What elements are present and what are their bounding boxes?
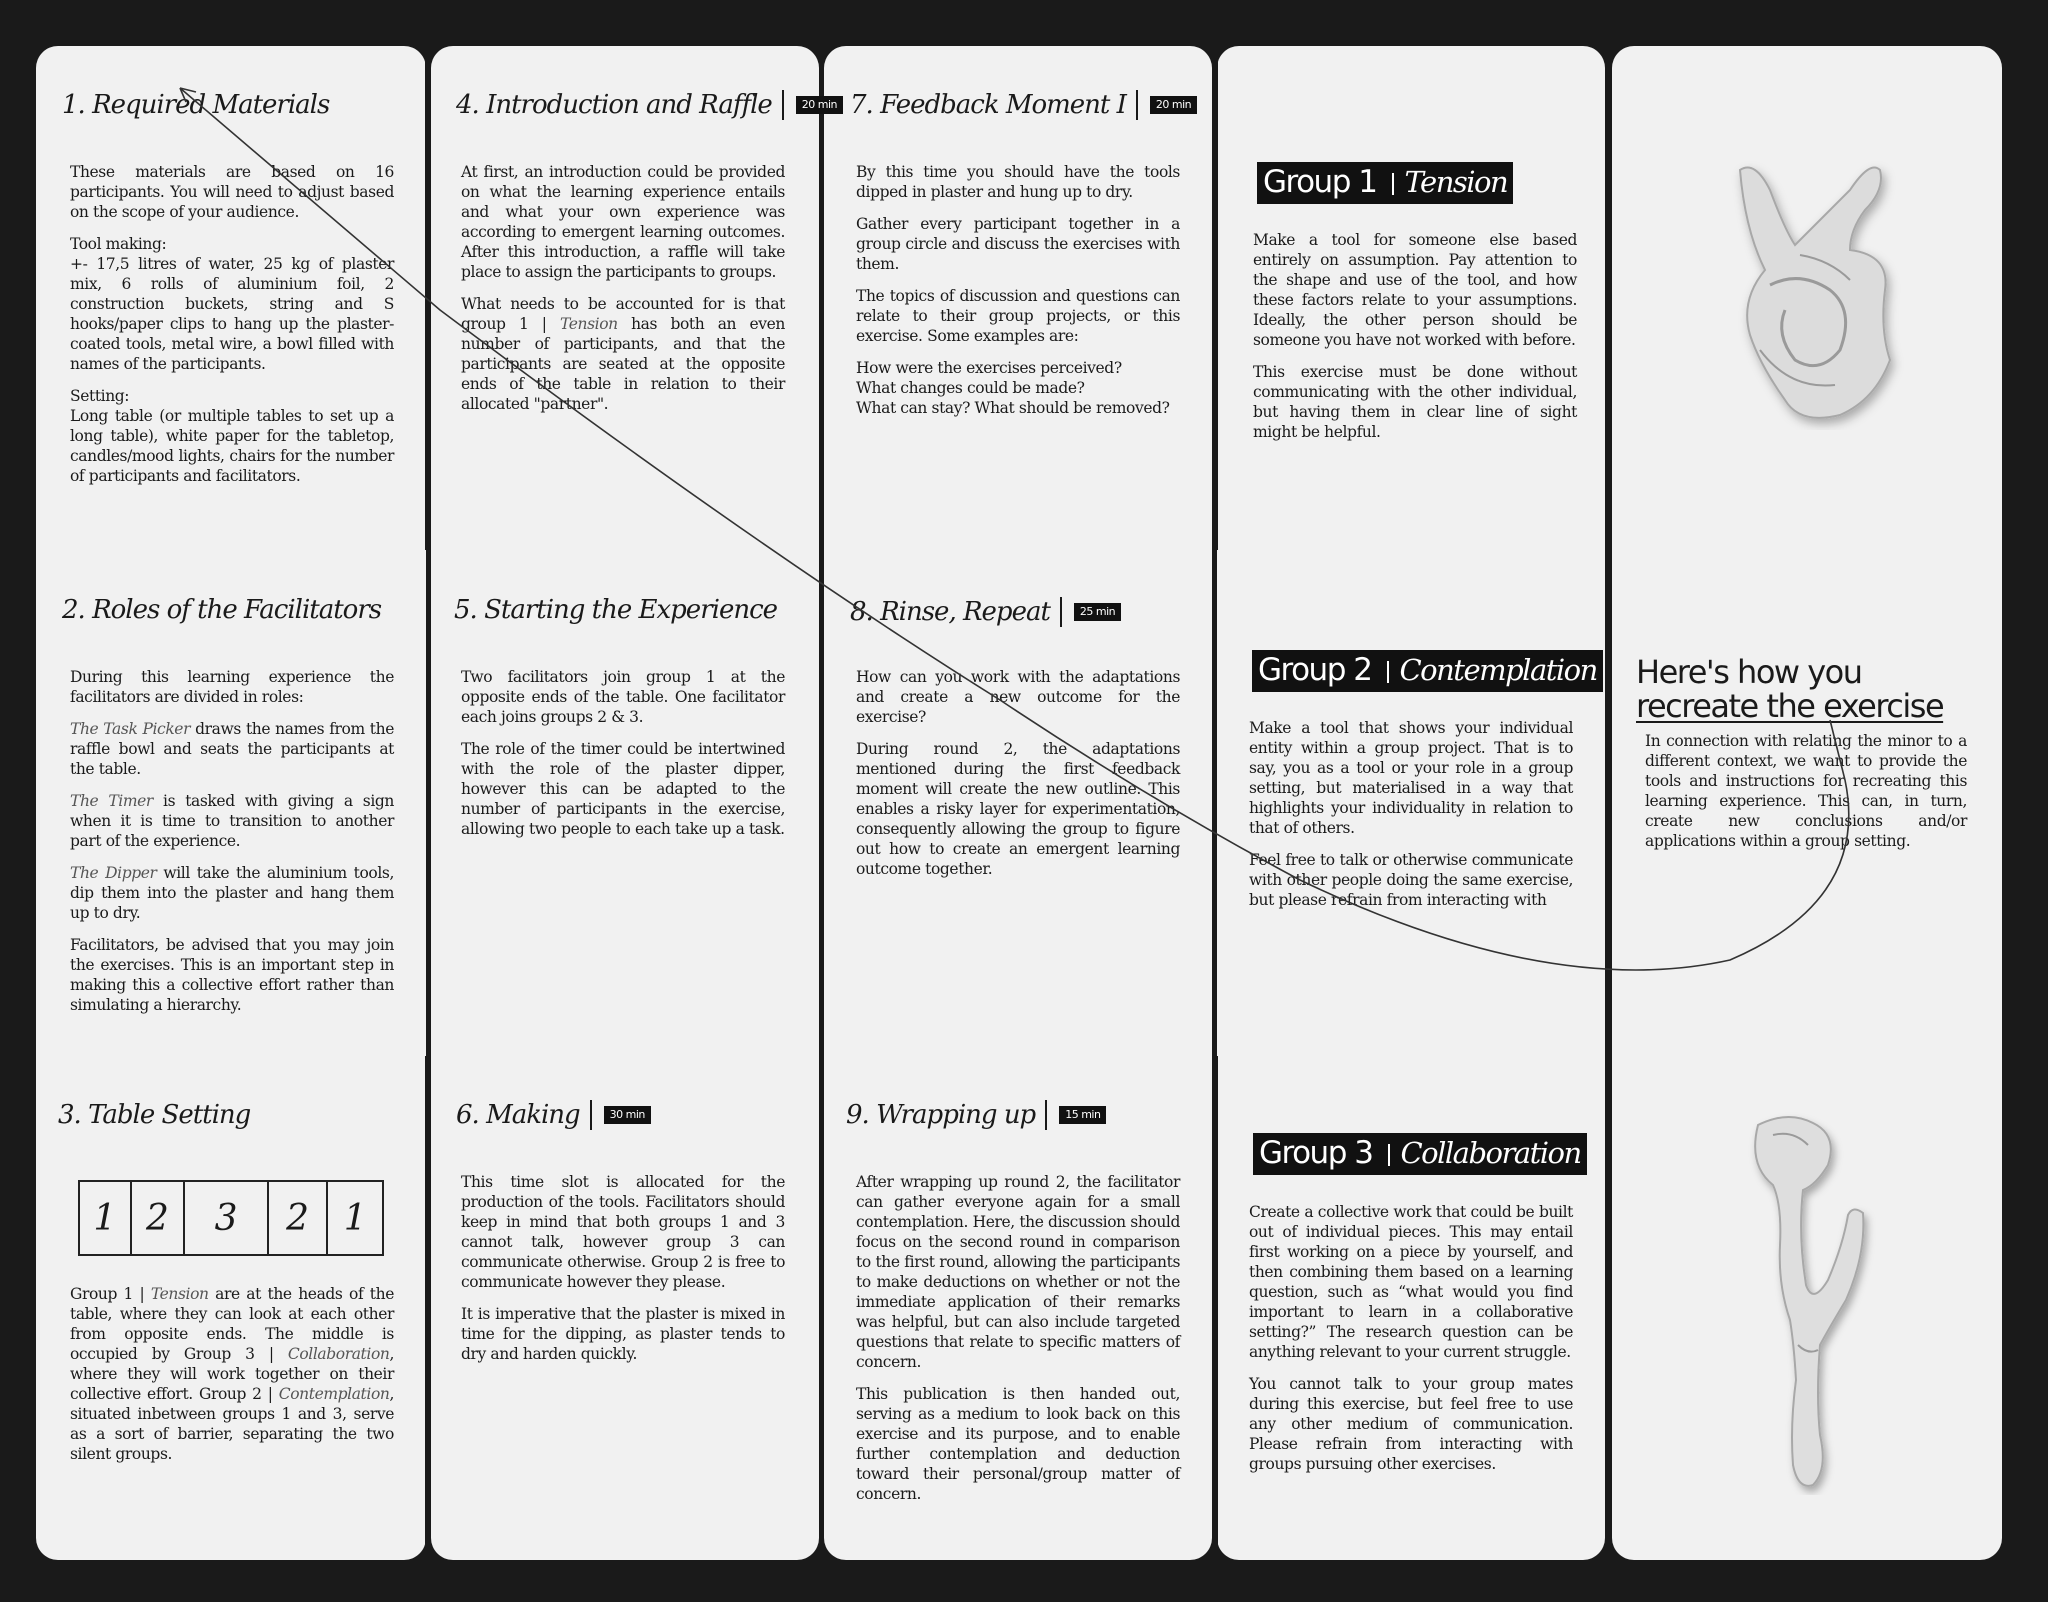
howto-body: In connection with relating the minor to a different context, we want to provide the tools and instructions for recreating this learning experience. This can, in turn, create new conclusions and/or applications within a group setting. [1645, 732, 1967, 850]
section-1-title: 1. Required Materials [62, 90, 330, 120]
section-6-title: 6. Making 30 min [456, 1100, 651, 1130]
divider [1214, 46, 1218, 550]
section-8-body: How can you work with the adaptations and create a new outcome for the exercise? During round 2, the adaptations mentioned during the first feedback moment will create the new outline. This enables a risky layer for experimentation, consequently allowing the group to figure out how to create an emergent learning outcome together. [856, 668, 1180, 878]
divider [820, 1056, 824, 1560]
section-1-body: These materials are based on 16 participants. You will need to adjust based on the scope of your audience. Tool making: +- 17,5 litres of water, 25 kg of plaster mix, 6 rolls of aluminium foil, 2 construction buckets, string and S hooks/paper clips to hang up the plaster-coated tools, metal wire, a bowl filled with names of the participants. Setting: Long table (or multiple tables to set up a long table), white paper for the tabletop, candles/mood lights, chairs for the number of participants and facilitators. [70, 163, 394, 485]
section-8-title: 8. Rinse, Repeat 25 min [850, 597, 1121, 627]
group-2-header: Group 2 Contemplation [1252, 650, 1603, 692]
section-7-title: 7. Feedback Moment I 20 min [850, 90, 1197, 120]
divider [425, 46, 429, 550]
section-3-title: 3. Table Setting [58, 1100, 251, 1130]
plaster-tool-image-bottom [1728, 1105, 1908, 1495]
group-1-body: Make a tool for someone else based entirely on assumption. Pay attention to the shape and use of the tool, and how these factors relate to your assumptions. Ideally, the other person should be someone you have not worked with before. This exercise must be done without communicating with the other individual, but having them in clear line of sight might be helpful. [1253, 231, 1577, 441]
plaster-tool-image-top [1700, 150, 1930, 430]
divider [1607, 46, 1611, 550]
seat-cell: 3 [185, 1182, 268, 1254]
table-seating-diagram [78, 1180, 384, 1256]
group-1-header: Group 1 Tension [1257, 162, 1513, 204]
section-7-body: By this time you should have the tools dipped in plaster and hung up to dry. Gather every participant together in a group circle and discuss the exercises with them. The topics of discussion and questions can relate to their group projects, or this exercise. Some examples are: How were the exercises perceived? What changes could be made? What can stay? What should be removed? [856, 163, 1180, 417]
section-2-body: During this learning experience the facilitators are divided in roles: The Task Picker draws the names from the raffle bowl and seats the participants at the table. The Timer is tasked with giving a sign when it is time to transition to another part of the experience. The Dipper will take the aluminium tools, dip them into the plaster and hang them up to dry. Facilitators, be advised that you may join the exercises. This is an important step in making this a collective effort rather than simulating a hierarchy. [70, 668, 394, 1014]
group-2-body: Make a tool that shows your individual entity within a group project. That is to say, you as a tool or your role in a group setting, but materialised in a way that highlights your individuality in relation to that of others. Feel free to talk or otherwise communicate with other people doing the same exercise, but please refrain from interacting with [1249, 719, 1573, 909]
section-9-title: 9. Wrapping up 15 min [846, 1100, 1106, 1130]
duration-badge: 30 min [604, 1106, 651, 1124]
seat-cell: 2 [132, 1182, 186, 1254]
divider [820, 46, 824, 550]
duration-badge: 25 min [1074, 603, 1121, 621]
howto-heading: Here's how you recreate the exercise [1636, 653, 1944, 725]
section-4-title: 4. Introduction and Raffle 20 min [456, 90, 843, 120]
seat-cell: 1 [80, 1182, 132, 1254]
section-5-body: Two facilitators join group 1 at the opposite ends of the table. One facilitator each joins groups 2 & 3. The role of the timer could be intertwined with the role of the plaster dipper, however this can be adapted to the number of participants in the exercise, allowing two people to each take up a task. [461, 668, 785, 838]
seat-cell: 1 [343, 1197, 367, 1239]
group-3-header: Group 3 Collaboration [1253, 1133, 1587, 1175]
section-9-body: After wrapping up round 2, the facilitator can gather everyone again for a small contemplation. Here, the discussion should focus on the second round in comparison to the first round, allowing the participants to make deductions on whether or not the immediate application of their remarks was helpful, but can also include targeted questions that relate to specific matters of concern. This publication is then handed out, serving as a medium to look back on this exercise and its purpose, and to enable further contemplation and deduction toward their personal/group matter of concern. [856, 1173, 1180, 1503]
duration-badge: 20 min [796, 96, 843, 114]
divider [425, 1056, 429, 1560]
divider [1607, 1056, 1611, 1560]
section-3-body: Group 1 | Tension are at the heads of the table, where they can look at each other from opposite ends. The middle is occupied by Group 3 | Collaboration, where they will work together on their collective effort. Group 2 | Contemplation, situated inbetween groups 1 and 3, serve as a sort of barrier, separating the two silent groups. [70, 1285, 394, 1463]
divider [1214, 1056, 1218, 1560]
section-2-title: 2. Roles of the Facilitators [62, 595, 382, 625]
duration-badge: 15 min [1059, 1106, 1106, 1124]
duration-badge: 20 min [1150, 96, 1197, 114]
section-6-body: This time slot is allocated for the production of the tools. Facilitators should keep in mind that both groups 1 and 3 cannot talk, however group 3 can communicate otherwise. Group 2 is free to communicate however they please. It is imperative that the plaster is mixed in time for the dipping, as plaster tends to dry and harden quickly. [461, 1173, 785, 1363]
section-4-body: At first, an introduction could be provided on what the learning experience entails and what your own experience was according to emergent learning outcomes. After this introduction, a raffle will take place to assign the participants to groups. What needs to be accounted for is that group 1 | Tension has both an even number of participants, and that the participants are seated at the opposite ends of the table in relation to their allocated "partner". [461, 163, 785, 413]
section-5-title: 5. Starting the Experience [454, 595, 778, 625]
group-3-body: Create a collective work that could be built out of individual pieces. This may entail first working on a piece by yourself, and then combining them based on a learning question, such as “what would you find important to learn in a collaborative setting?” The research question can be anything relevant to your current struggle. You cannot talk to your group mates during this exercise, but feel free to use any other medium of communication. Please refrain from interacting with groups pursuing other exercises. [1249, 1203, 1573, 1473]
seat-cell: 2 [269, 1182, 329, 1254]
